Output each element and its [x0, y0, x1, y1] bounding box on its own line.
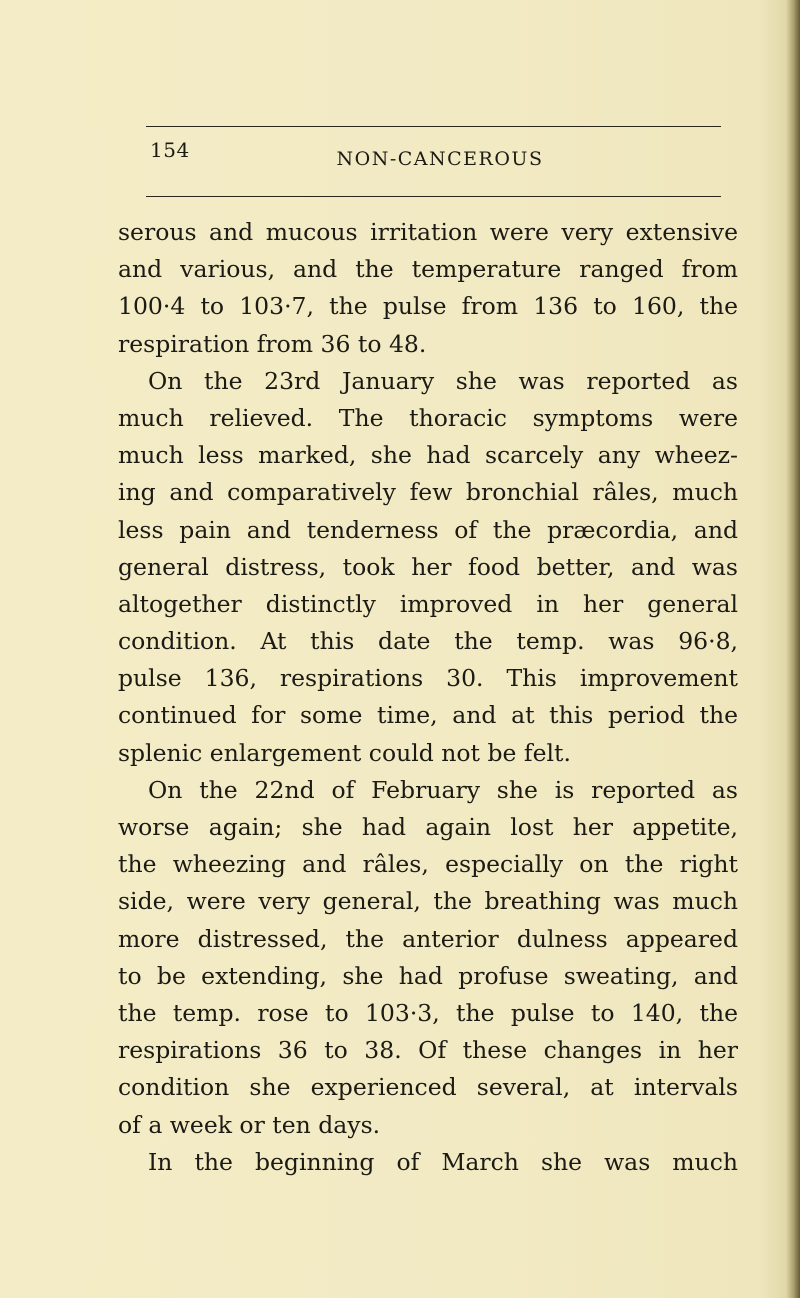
- text-line: In the beginning of March she was much: [148, 1147, 738, 1176]
- header-rule-bottom: [146, 196, 721, 197]
- header-rule-top: [146, 126, 721, 127]
- text-line: side, were very general, the breathing was much: [118, 887, 738, 916]
- text-line: and various, and the temperature ranged from: [118, 255, 738, 284]
- text-line: On the 22nd of February she is reported as: [148, 775, 738, 804]
- text-line: general distress, took her food better, and was: [118, 552, 738, 581]
- page-number: 154: [150, 138, 190, 162]
- text-line: less pain and tenderness of the præcordia, and: [118, 515, 738, 544]
- text-line: the temp. rose to 103·3, the pulse to 140, the: [118, 998, 738, 1027]
- text-line: respirations 36 to 38. Of these changes in her: [118, 1036, 738, 1065]
- text-line: splenic enlargement could not be felt.: [118, 738, 571, 767]
- text-line: much less marked, she had scarcely any wheez-: [118, 441, 738, 470]
- text-line: of a week or ten days.: [118, 1110, 381, 1139]
- text-line: more distressed, the anterior dulness appeared: [118, 924, 738, 953]
- text-line: the wheezing and râles, especially on the right: [118, 850, 738, 879]
- text-line: 100·4 to 103·7, the pulse from 136 to 160, the: [118, 292, 738, 321]
- text-line: pulse 136, respirations 30. This improvement: [118, 664, 738, 693]
- body-text: [118, 214, 738, 1181]
- text-line: serous and mucous irritation were very extensive: [118, 218, 738, 246]
- text-line: altogether distinctly improved in her general: [118, 589, 738, 618]
- text-line: condition. At this date the temp. was 96·8,: [118, 627, 738, 656]
- text-line: condition she experienced several, at intervals: [118, 1073, 738, 1102]
- text-line: ing and comparatively few bronchial râles, much: [118, 478, 738, 507]
- text-line: much relieved. The thoracic symptoms were: [118, 403, 738, 432]
- running-title: NON-CANCEROUS: [336, 148, 544, 170]
- text-line: respiration from 36 to 48.: [118, 329, 427, 358]
- text-line: worse again; she had again lost her appetite,: [118, 813, 738, 841]
- page-edge-shadow: [786, 0, 800, 1298]
- text-line: On the 23rd January she was reported as: [148, 366, 738, 395]
- text-line: to be extending, she had profuse sweating, and: [118, 961, 738, 990]
- text-line: continued for some time, and at this period the: [118, 701, 738, 730]
